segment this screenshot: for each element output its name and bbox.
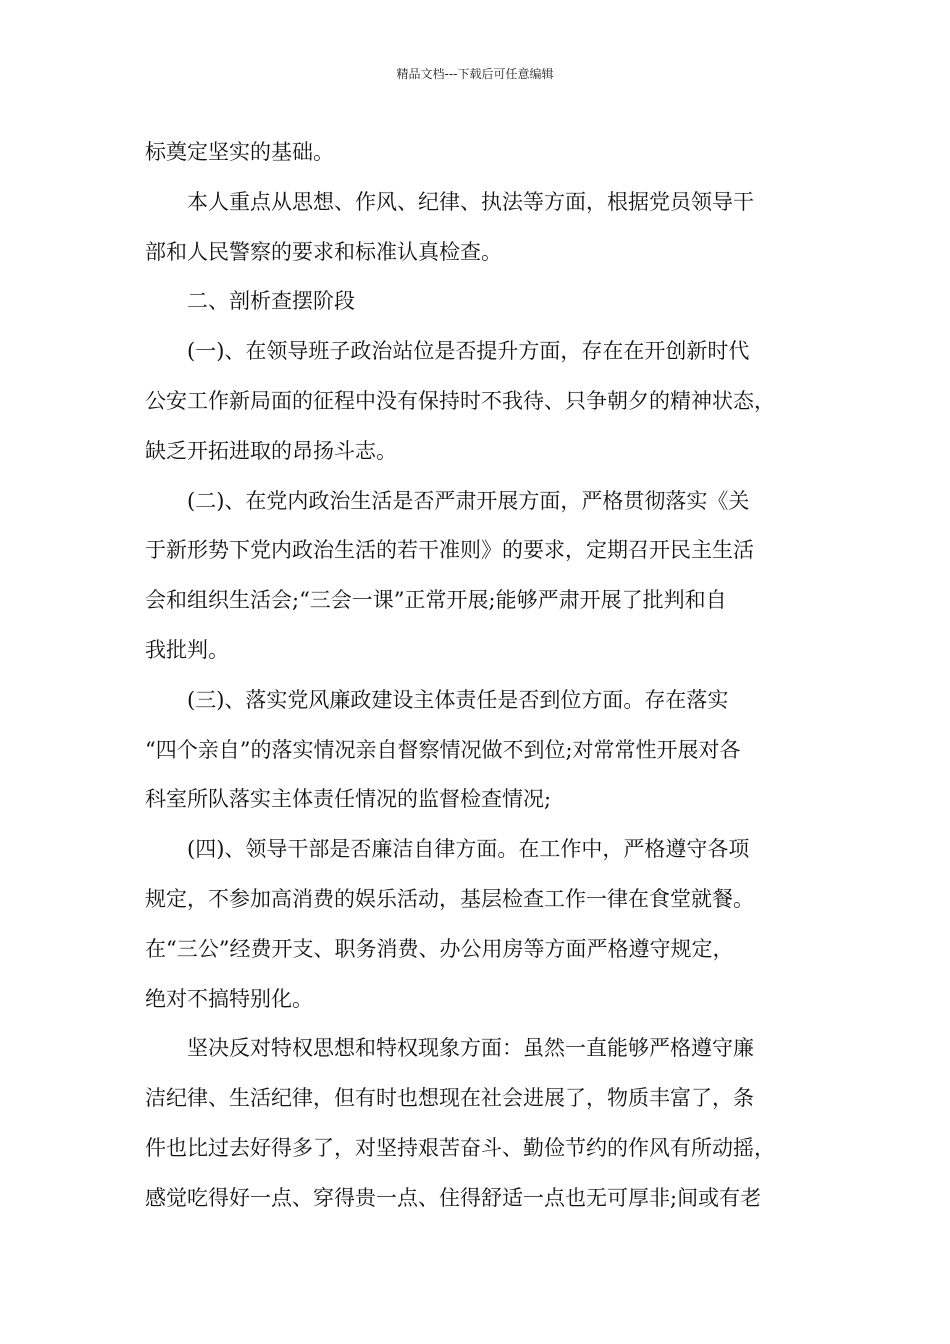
- text-line: 公安工作新局面的征程中没有保持时不我待、只争朝夕的精神状态，: [145, 388, 775, 413]
- document-body: [145, 128, 825, 1224]
- text-line: 洁纪律、生活纪律，但有时也想现在社会进展了，物质丰富了，条: [145, 1086, 754, 1111]
- text-line: 件也比过去好得多了，对坚持艰苦奋斗、勤俭节约的作风有所动摇，: [145, 1135, 775, 1160]
- text-line: 缺乏开拓进取的昂扬斗志。: [145, 438, 397, 463]
- text-line: 会和组织生活会;“三会一课”正常开展;能够严肃开展了批判和自: [145, 588, 727, 613]
- text-line: 绝对不搞特别化。: [145, 986, 313, 1011]
- text-line: 坚决反对特权思想和特权现象方面：虽然一直能够严格遵守廉: [187, 1036, 754, 1061]
- text-line: (二)、在党内政治生活是否严肃开展方面，严格贯彻落实《关: [187, 488, 750, 513]
- text-line: 部和人民警察的要求和标准认真检查。: [145, 239, 502, 264]
- text-line: 我批判。: [145, 637, 229, 662]
- text-line: “四个亲自”的落实情况亲自督察情况做不到位;对常常性开展对各: [145, 737, 741, 762]
- page-header: 精品文档---下载后可任意编辑: [396, 67, 554, 81]
- text-line: 于新形势下党内政治生活的若干准则》的要求，定期召开民主生活: [145, 538, 754, 563]
- text-line: 本人重点从思想、作风、纪律、执法等方面，根据党员领导干: [187, 189, 754, 214]
- text-line: (三)、落实党风廉政建设主体责任是否到位方面。存在落实: [187, 687, 729, 712]
- text-line: (四)、领导干部是否廉洁自律方面。在工作中，严格遵守各项: [187, 837, 750, 862]
- text-line: 感觉吃得好一点、穿得贵一点、住得舒适一点也无可厚非;间或有老: [145, 1185, 762, 1210]
- text-line: 标奠定坚实的基础。: [145, 140, 334, 164]
- section-heading: 二、剖析查摆阶段: [187, 289, 355, 314]
- text-line: (一)、在领导班子政治站位是否提升方面，存在在开创新时代: [187, 339, 750, 364]
- text-line: 在“三公”经费开支、职务消费、办公用房等方面严格遵守规定，: [145, 936, 734, 961]
- text-line: 科室所队落实主体责任情况的监督检查情况;: [145, 787, 552, 812]
- text-line: 规定，不参加高消费的娱乐活动，基层检查工作一律在食堂就餐。: [145, 886, 754, 911]
